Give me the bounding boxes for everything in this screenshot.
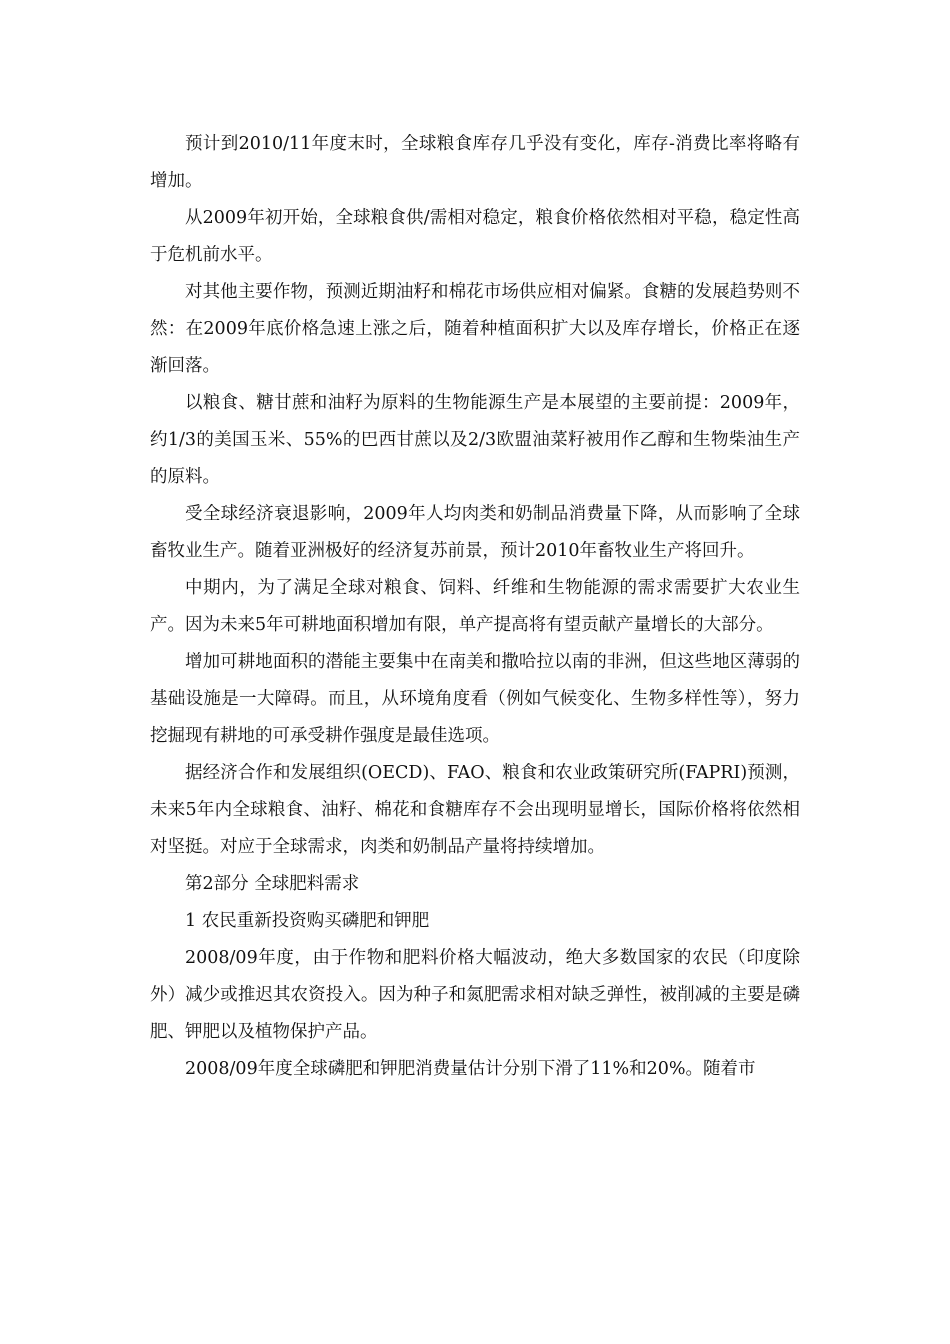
section-heading: 第2部分 全球肥料需求 [185,874,360,894]
paragraph-livestock: 受全球经济衰退影响，2009年人均肉类和奶制品消费量下降，从而影响了全球畜牧业生产。随着亚洲极好的经济复苏前景，预计2010年畜牧业生产将回升。 [150,504,800,561]
subsection-heading: 1 农民重新投资购买磷肥和钾肥 [185,911,430,931]
paragraph-farmer-inputs: 2008/09年度，由于作物和肥料价格大幅波动，绝大多数国家的农民（印度除外）减少或推迟其农资投入。因为种子和氮肥需求相对缺乏弹性，被削减的主要是磷肥、钾肥以及植物保护产品。 [150,948,800,1042]
paragraph-grain-supply: 从2009年初开始，全球粮食供/需相对稳定，粮食价格依然相对平稳，稳定性高于危机前水平。 [150,208,800,265]
paragraph-arable-land: 增加可耕地面积的潜能主要集中在南美和撒哈拉以南的非洲，但这些地区薄弱的基础设施是一大障碍。而且，从环境角度看（例如气候变化、生物多样性等），努力挖掘现有耕地的可承受耕作强度是最佳选项。 [150,652,800,746]
paragraph-stock-outlook: 预计到2010/11年度末时，全球粮食库存几乎没有变化，库存-消费比率将略有增加。 [150,134,800,191]
paragraph-consumption-decline: 2008/09年度全球磷肥和钾肥消费量估计分别下滑了11%和20%。随着市 [185,1059,756,1079]
paragraph-other-crops: 对其他主要作物，预测近期油籽和棉花市场供应相对偏紧。食糖的发展趋势则不然：在2009年底价格急速上涨之后，随着种植面积扩大以及库存增长，价格正在逐渐回落。 [150,282,800,376]
paragraph-medium-term: 中期内，为了满足全球对粮食、饲料、纤维和生物能源的需求需要扩大农业生产。因为未来5年可耕地面积增加有限，单产提高将有望贡献产量增长的大部分。 [150,578,800,635]
paragraph-oecd-forecast: 据经济合作和发展组织(OECD)、FAO、粮食和农业政策研究所(FAPRI)预测，未来5年内全球粮食、油籽、棉花和食糖库存不会出现明显增长，国际价格将依然相对坚挺。对应于全球需求，肉类和奶制品产量将持续增加。 [150,763,800,857]
document-body [150,126,800,1088]
paragraph-bioenergy: 以粮食、糖甘蔗和油籽为原料的生物能源生产是本展望的主要前提：2009年，约1/3的美国玉米、55%的巴西甘蔗以及2/3欧盟油菜籽被用作乙醇和生物柴油生产的原料。 [150,393,800,487]
